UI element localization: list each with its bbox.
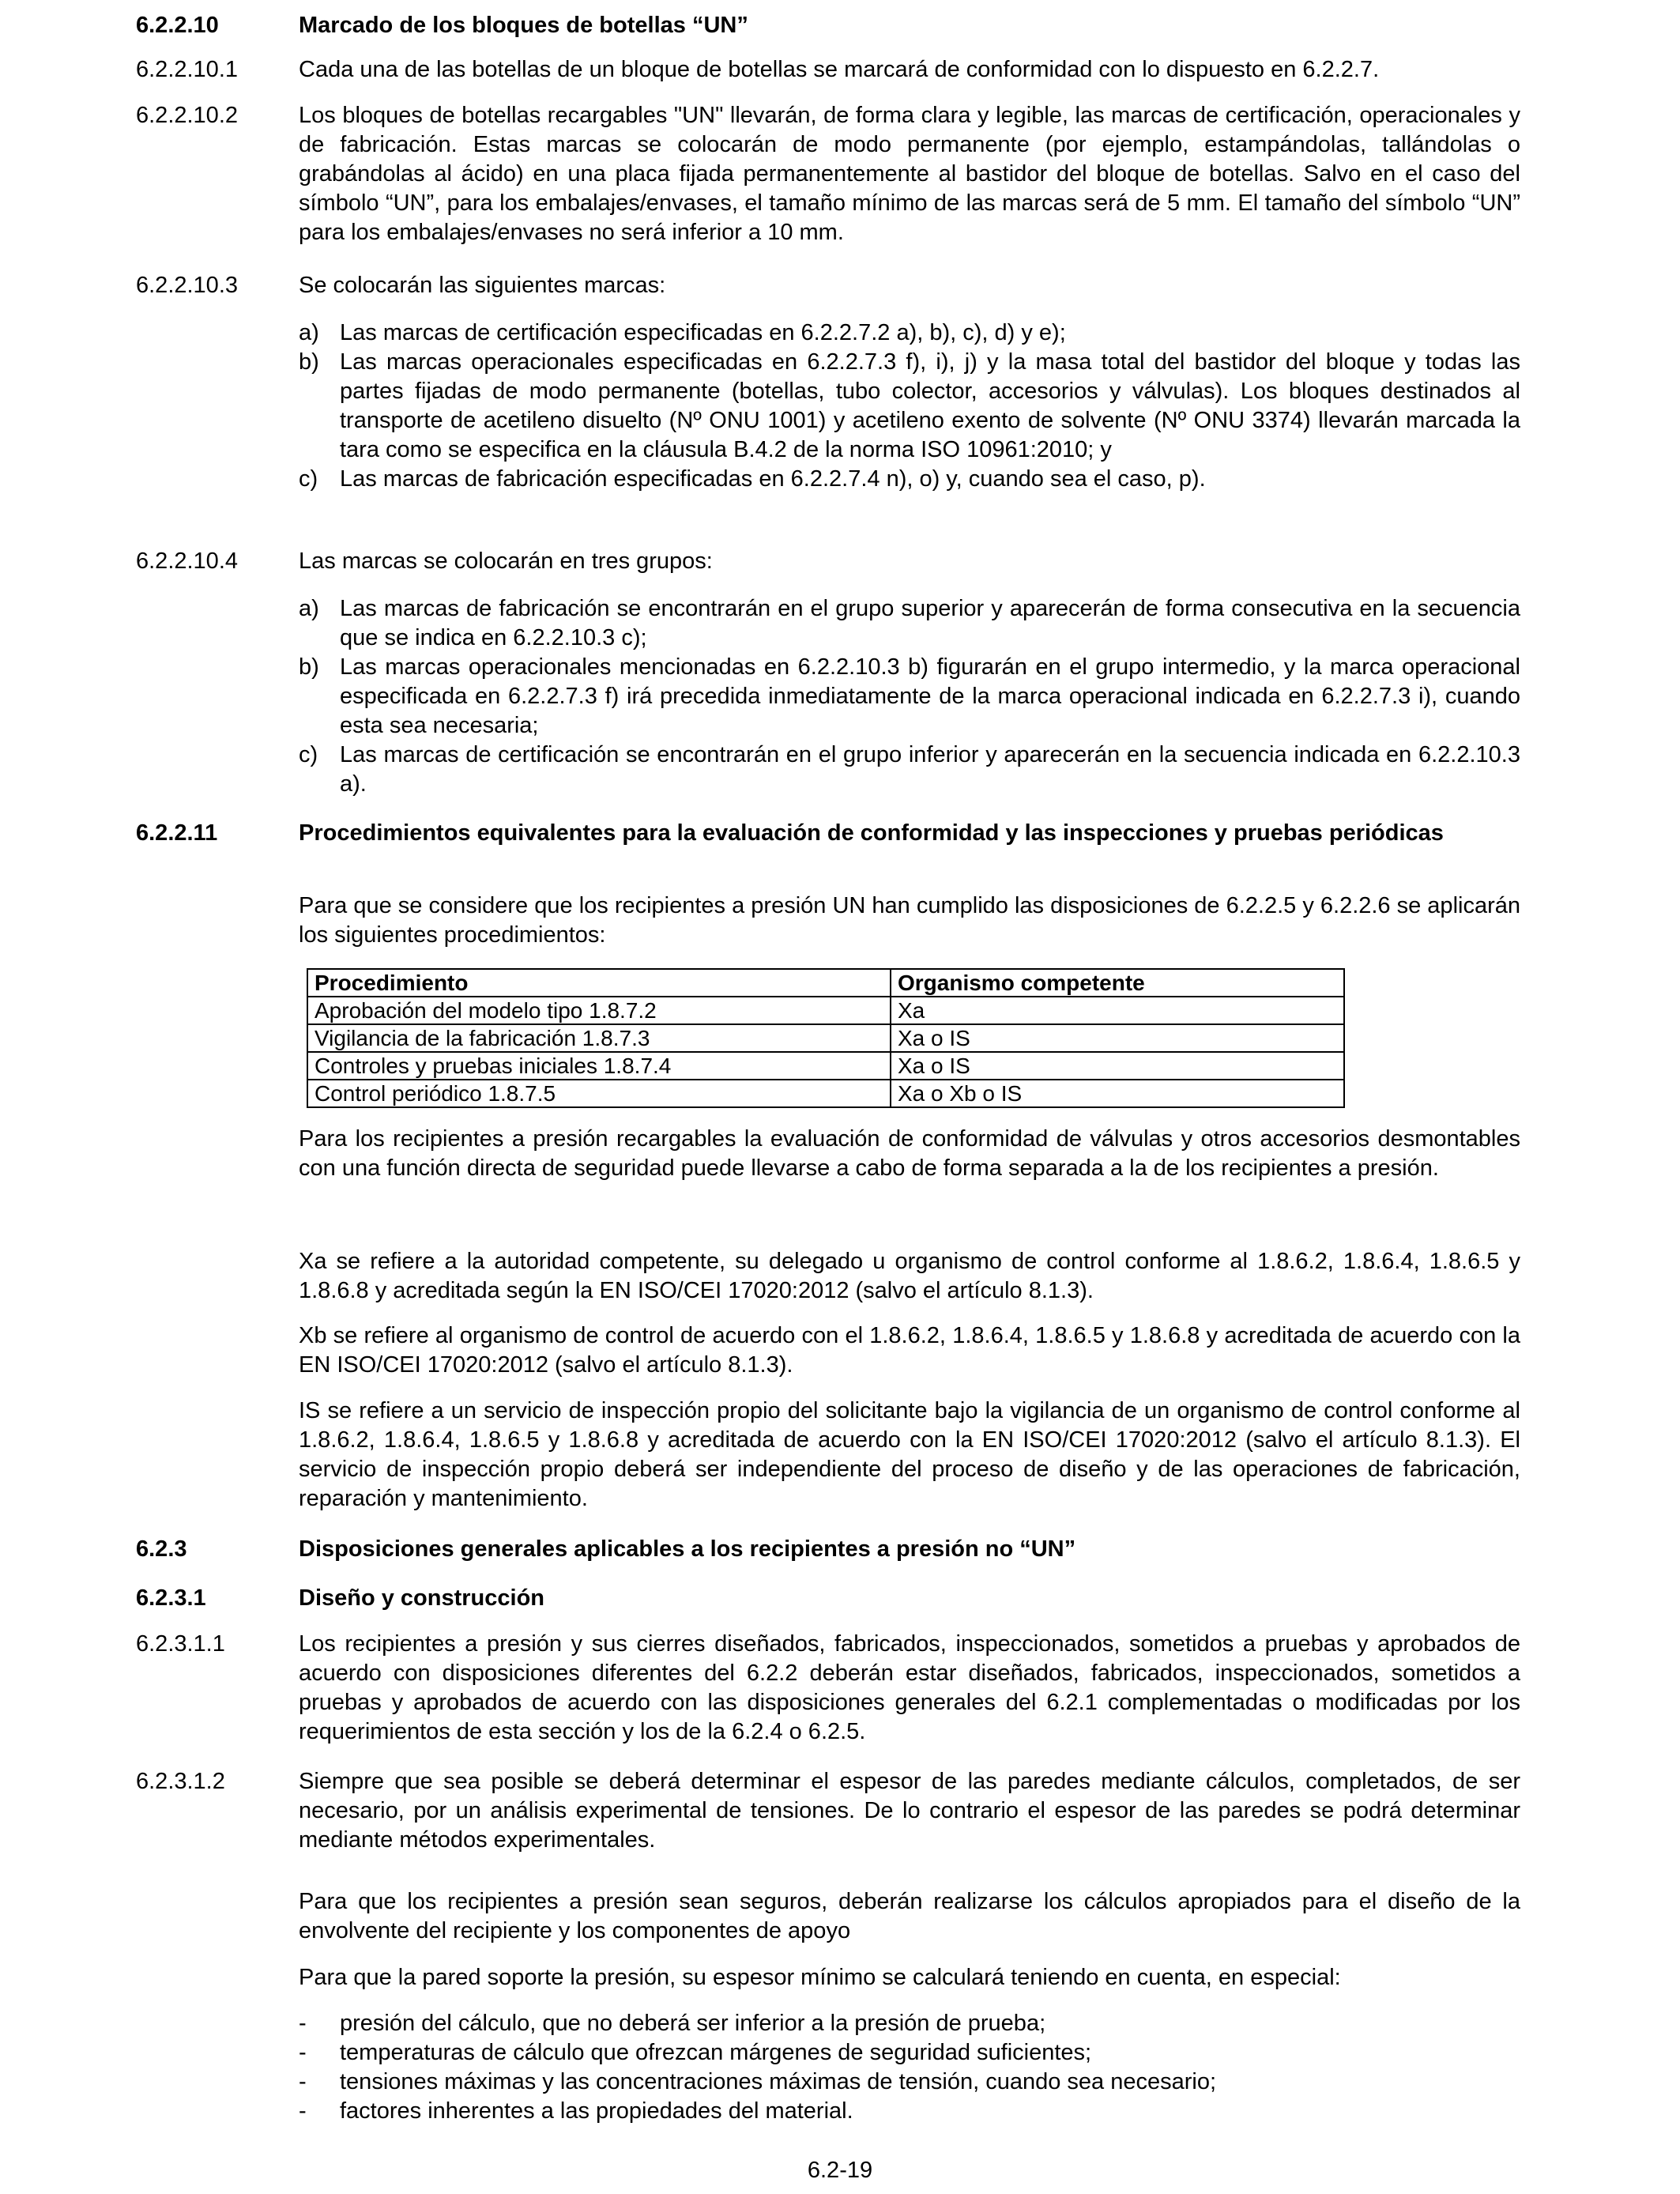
section-text: Siempre que sea posible se deberá determinar el espesor de las paredes mediante cálculos, completados, de ser necesario, por un análisis experimental de tensiones. De lo contrario el espesor de las paredes se podrá determinar mediante métodos experimentales.	[299, 1769, 1520, 1853]
table-cell: Xa	[891, 997, 1344, 1024]
list-marker: a)	[299, 596, 319, 621]
section-text: Las marcas se colocarán en tres grupos:	[299, 548, 713, 574]
list-item	[299, 2038, 1520, 2068]
page-number: 6.2-19	[807, 2158, 873, 2183]
xb-definition: Xb se refiere al organismo de control de acuerdo con el 1.8.6.2, 1.8.6.4, 1.8.6.5 y 1.8.6.8 y acreditada de acuerdo con la EN ISO/CEI 17020:2012 (salvo el artículo 8.1.3).	[299, 1323, 1520, 1378]
list-item	[299, 594, 1520, 653]
list-marker: c)	[299, 466, 318, 492]
table-cell: Xa o Xb o IS	[891, 1080, 1344, 1107]
section-number: 6.2.3	[136, 1536, 187, 1562]
table-cell: Controles y pruebas iniciales 1.8.7.4	[307, 1052, 891, 1080]
section-number: 6.2.2.11	[136, 820, 218, 846]
table-row	[307, 1052, 1344, 1080]
list-marker: c)	[299, 742, 318, 767]
column-header: Organismo competente	[891, 969, 1344, 997]
table-cell: Xa o IS	[891, 1052, 1344, 1080]
procedures-table	[307, 968, 1345, 1108]
section-number: 6.2.3.1.1	[136, 1631, 225, 1657]
list-marker: b)	[299, 349, 319, 375]
list-item-text: presión del cálculo, que no deberá ser inferior a la presión de prueba;	[340, 2011, 1046, 2036]
section-title: Diseño y construcción	[299, 1585, 545, 1611]
procedures-intro: Para que se considere que los recipientes a presión UN han cumplido las disposiciones de 6.2.2.5 y 6.2.2.6 se aplicarán los siguientes procedimientos:	[299, 893, 1520, 948]
list-marker: a)	[299, 320, 319, 345]
xa-definition: Xa se refiere a la autoridad competente, su delegado u organismo de control conforme al 1.8.6.2, 1.8.6.4, 1.8.6.5 y 1.8.6.8 y acreditada según la EN ISO/CEI 17020:2012 (salvo el artículo 8.1.3).	[299, 1249, 1520, 1303]
section-title: Marcado de los bloques de botellas “UN”	[299, 13, 748, 38]
factors-list	[299, 2009, 1520, 2126]
list-item-text: Las marcas operacionales especificadas en 6.2.2.7.3 f), i), j) y la masa total del bastidor del bloque y todas las partes fijadas de modo permanente (botellas, tubo colector, accesorios y válvulas). Los bloques destinados al transporte de acetileno disuelto (Nº ONU 1001) y acetileno exento de solvente (Nº ONU 3374) llevarán marcada la tara como se especifica en la cláusula B.4.2 de la norma ISO 10961:2010; y	[340, 349, 1520, 462]
list-item	[299, 319, 1520, 348]
section-number: 6.2.2.10.3	[136, 273, 238, 298]
section-number: 6.2.2.10	[136, 13, 219, 38]
table-cell: Aprobación del modelo tipo 1.8.7.2	[307, 997, 891, 1024]
list-item-text: Las marcas operacionales mencionadas en 6.2.2.10.3 b) figurarán en el grupo intermedio, y la marca operacional especificada en 6.2.2.7.3 f) irá precedida inmediatamente de la marca operacional indicada en 6.2.2.7.3 i), cuando esta sea necesaria;	[340, 654, 1520, 738]
section-number: 6.2.3.1.2	[136, 1769, 225, 1794]
list-marker: -	[299, 2011, 307, 2036]
wall-thickness-paragraph: Para que la pared soporte la presión, su espesor mínimo se calculará teniendo en cuenta, en especial:	[299, 1965, 1341, 1990]
list-item	[299, 741, 1520, 799]
section-text: Los recipientes a presión y sus cierres diseñados, fabricados, inspeccionados, sometidos a pruebas y aprobados de acuerdo con disposiciones diferentes del 6.2.2 deberán estar diseñados, fabricados, inspeccionados, sometidos a pruebas y aprobados de acuerdo con las disposiciones generales del 6.2.1 complementadas o modificadas por los requerimientos de esta sección y los de la 6.2.4 o 6.2.5.	[299, 1631, 1520, 1744]
column-header: Procedimiento	[307, 969, 891, 997]
list-item	[299, 465, 1520, 494]
list-item-text: Las marcas de fabricación especificadas en 6.2.2.7.4 n), o) y, cuando sea el caso, p).	[340, 466, 1206, 492]
list-item-text: tensiones máximas y las concentraciones máximas de tensión, cuando sea necesario;	[340, 2069, 1217, 2094]
list-item-text: factores inherentes a las propiedades del material.	[340, 2098, 853, 2124]
list-item	[299, 2009, 1520, 2038]
list-item-text: temperaturas de cálculo que ofrezcan márgenes de seguridad suficientes;	[340, 2040, 1092, 2065]
list-marker: -	[299, 2069, 307, 2094]
table-cell: Xa o IS	[891, 1024, 1344, 1052]
section-number: 6.2.2.10.4	[136, 548, 238, 574]
list-marker: -	[299, 2098, 307, 2124]
table-row	[307, 1024, 1344, 1052]
after-table-paragraph: Para los recipientes a presión recargables la evaluación de conformidad de válvulas y otros accesorios desmontables con una función directa de seguridad puede llevarse a cabo de forma separada a la de los recipientes a presión.	[299, 1126, 1520, 1181]
table-row	[307, 1080, 1344, 1107]
list-item	[299, 653, 1520, 741]
list-item-text: Las marcas de certificación especificadas en 6.2.2.7.2 a), b), c), d) y e);	[340, 320, 1066, 345]
section-title: Procedimientos equivalentes para la evaluación de conformidad y las inspecciones y pruebas periódicas	[299, 820, 1444, 846]
section-number: 6.2.2.10.1	[136, 57, 238, 82]
design-calculation-paragraph: Para que los recipientes a presión sean seguros, deberán realizarse los cálculos apropiados para el diseño de la envolvente del recipiente y los componentes de apoyo	[299, 1889, 1520, 1943]
table-cell: Control periódico 1.8.7.5	[307, 1080, 891, 1107]
section-text: Se colocarán las siguientes marcas:	[299, 273, 666, 298]
table-cell: Vigilancia de la fabricación 1.8.7.3	[307, 1024, 891, 1052]
list-item	[299, 2097, 1520, 2126]
section-text: Los bloques de botellas recargables "UN" llevarán, de forma clara y legible, las marcas de certificación, operacionales y de fabricación. Estas marcas se colocarán de modo permanente (por ejemplo, estampándolas, tallándolas o grabándolas al ácido) en una placa fijada permanentemente al bastidor del bloque de botellas. Salvo en el caso del símbolo “UN”, para los embalajes/envases, el tamaño mínimo de las marcas será de 5 mm. El tamaño del símbolo “UN” para los embalajes/envases no será inferior a 10 mm.	[299, 103, 1520, 245]
groups-list	[299, 594, 1520, 799]
table-header-row	[307, 969, 1344, 997]
section-number: 6.2.3.1	[136, 1585, 206, 1611]
list-item-text: Las marcas de certificación se encontrarán en el grupo inferior y aparecerán en la secuencia indicada en 6.2.2.10.3 a).	[340, 742, 1520, 797]
list-item	[299, 348, 1520, 465]
is-definition: IS se refiere a un servicio de inspección propio del solicitante bajo la vigilancia de un organismo de control conforme al 1.8.6.2, 1.8.6.4, 1.8.6.5 y 1.8.6.8 y acreditada de acuerdo con la EN ISO/CEI 17020:2012 (salvo el artículo 8.1.3). El servicio de inspección propio deberá ser independiente del proceso de diseño y de las operaciones de fabricación, reparación y mantenimiento.	[299, 1398, 1520, 1511]
table-row	[307, 997, 1344, 1024]
markings-list	[299, 319, 1520, 494]
section-title: Disposiciones generales aplicables a los recipientes a presión no “UN”	[299, 1536, 1076, 1562]
list-item	[299, 2068, 1520, 2097]
section-text: Cada una de las botellas de un bloque de botellas se marcará de conformidad con lo dispuesto en 6.2.2.7.	[299, 57, 1380, 82]
section-number: 6.2.2.10.2	[136, 103, 238, 128]
list-marker: b)	[299, 654, 319, 680]
list-marker: -	[299, 2040, 307, 2065]
list-item-text: Las marcas de fabricación se encontrarán en el grupo superior y aparecerán de forma consecutiva en la secuencia que se indica en 6.2.2.10.3 c);	[340, 596, 1520, 650]
